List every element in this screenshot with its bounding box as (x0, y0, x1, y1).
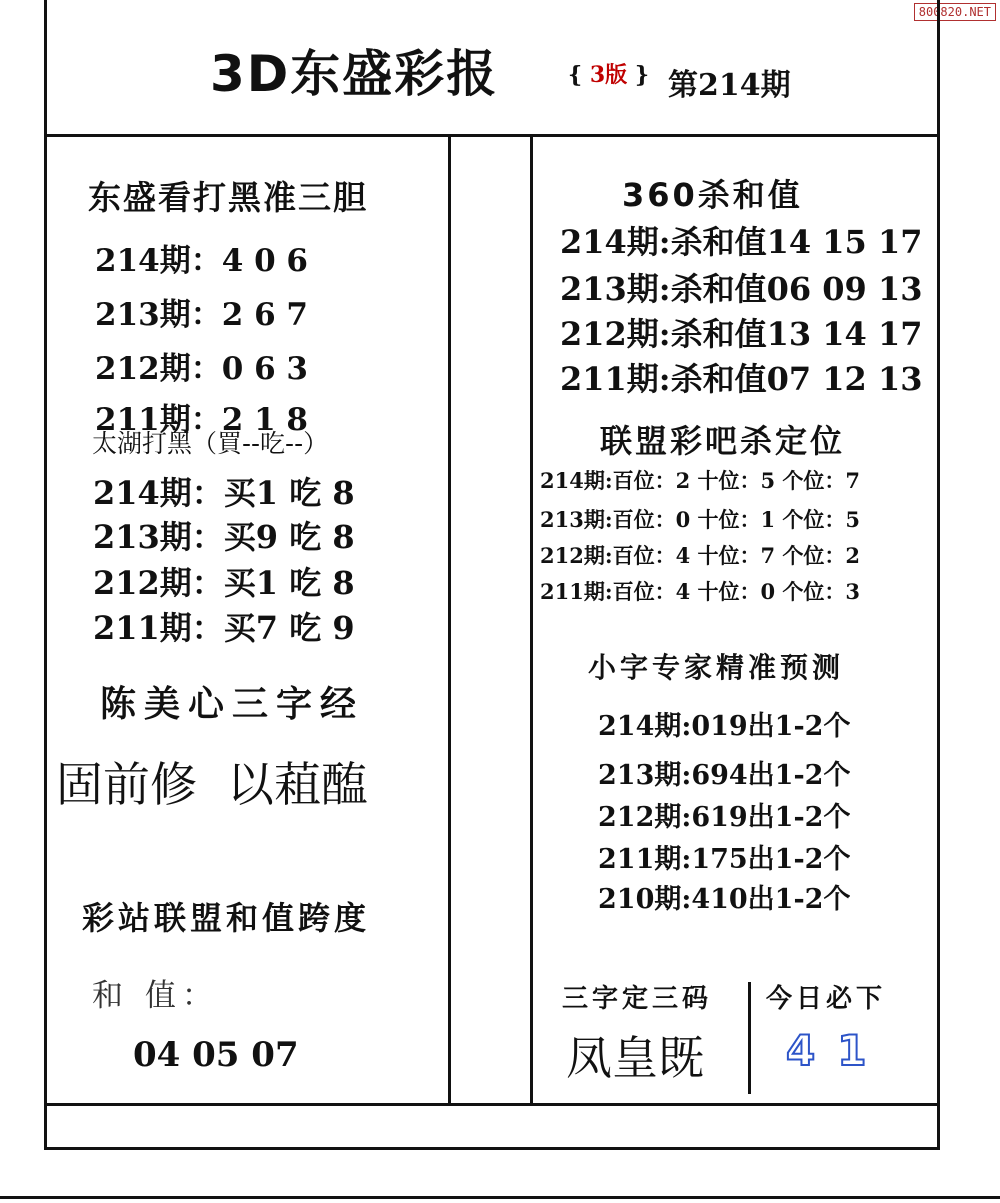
kill360-row-213: 213期:杀和值06 09 13 (560, 270, 923, 308)
taihu-title: 太湖打黑（買--吃--） (92, 429, 329, 458)
sanzi-text: 凤皇既 (566, 1031, 704, 1085)
page-title: 3D东盛彩报 (210, 45, 499, 103)
dongsheng-title: 东盛看打黑准三胆 (88, 178, 368, 217)
chenmeixin-text: 固前修 以蒩醢 (56, 758, 368, 813)
kill360-row-212: 212期:杀和值13 14 17 (560, 315, 923, 353)
hezhi-values: 04 05 07 (133, 1035, 299, 1075)
xiaozi-row-213: 213期:694出1-2个 (598, 760, 851, 791)
lianmeng-row-211: 211期:百位：4 十位：0 个位：3 (540, 579, 861, 604)
edition-badge (568, 58, 649, 89)
chenmeixin-title: 陈美心三字经 (100, 684, 365, 725)
kill360-row-211: 211期:杀和值07 12 13 (560, 360, 923, 398)
issue-number: 第214期 (668, 68, 791, 103)
dongsheng-row-213: 213期：2 6 7 (95, 297, 309, 333)
today-digits: 41 (786, 1026, 889, 1075)
watermark: 800820.NET (914, 3, 996, 21)
dongsheng-row-214: 214期：4 0 6 (95, 243, 309, 279)
today-title: 今日必下 (766, 984, 887, 1014)
edition-open: { (568, 62, 583, 88)
hezhi-label: 和 值： (92, 978, 219, 1014)
dongsheng-row-211: 211期：2 1 8 (95, 402, 309, 438)
taihu-row-211: 211期：买7 吃 9 (93, 609, 355, 647)
xiaozi-row-212: 212期:619出1-2个 (598, 802, 851, 833)
caizhan-title: 彩站联盟和值跨度 (82, 899, 371, 937)
column-divider-left (448, 134, 451, 1104)
column-divider-right (530, 134, 533, 1104)
sanzi-divider (748, 982, 751, 1094)
footer-divider (44, 1103, 940, 1106)
lianmeng-row-212: 212期:百位：4 十位：7 个位：2 (540, 543, 861, 568)
edition-label: 3版 (589, 62, 628, 88)
taihu-row-212: 212期：买1 吃 8 (93, 564, 355, 602)
kill360-title: 360杀和值 (622, 176, 803, 214)
edition-close: } (634, 62, 649, 88)
xiaozi-title: 小字专家精准预测 (588, 651, 845, 684)
taihu-row-214: 214期：买1 吃 8 (93, 474, 355, 512)
lianmeng-title: 联盟彩吧杀定位 (600, 422, 846, 460)
lianmeng-row-213: 213期:百位：0 十位：1 个位：5 (540, 507, 861, 532)
kill360-row-214: 214期:杀和值14 15 17 (560, 223, 923, 261)
sanzi-title: 三字定三码 (562, 984, 713, 1014)
taihu-row-213: 213期：买9 吃 8 (93, 518, 355, 556)
xiaozi-row-210: 210期:410出1-2个 (598, 884, 851, 915)
lianmeng-row-214: 214期:百位：2 十位：5 个位：7 (540, 468, 861, 493)
xiaozi-row-211: 211期:175出1-2个 (598, 844, 851, 875)
bottom-rule (0, 1196, 1000, 1199)
xiaozi-row-214: 214期:019出1-2个 (598, 711, 851, 742)
dongsheng-row-212: 212期：0 6 3 (95, 351, 309, 387)
